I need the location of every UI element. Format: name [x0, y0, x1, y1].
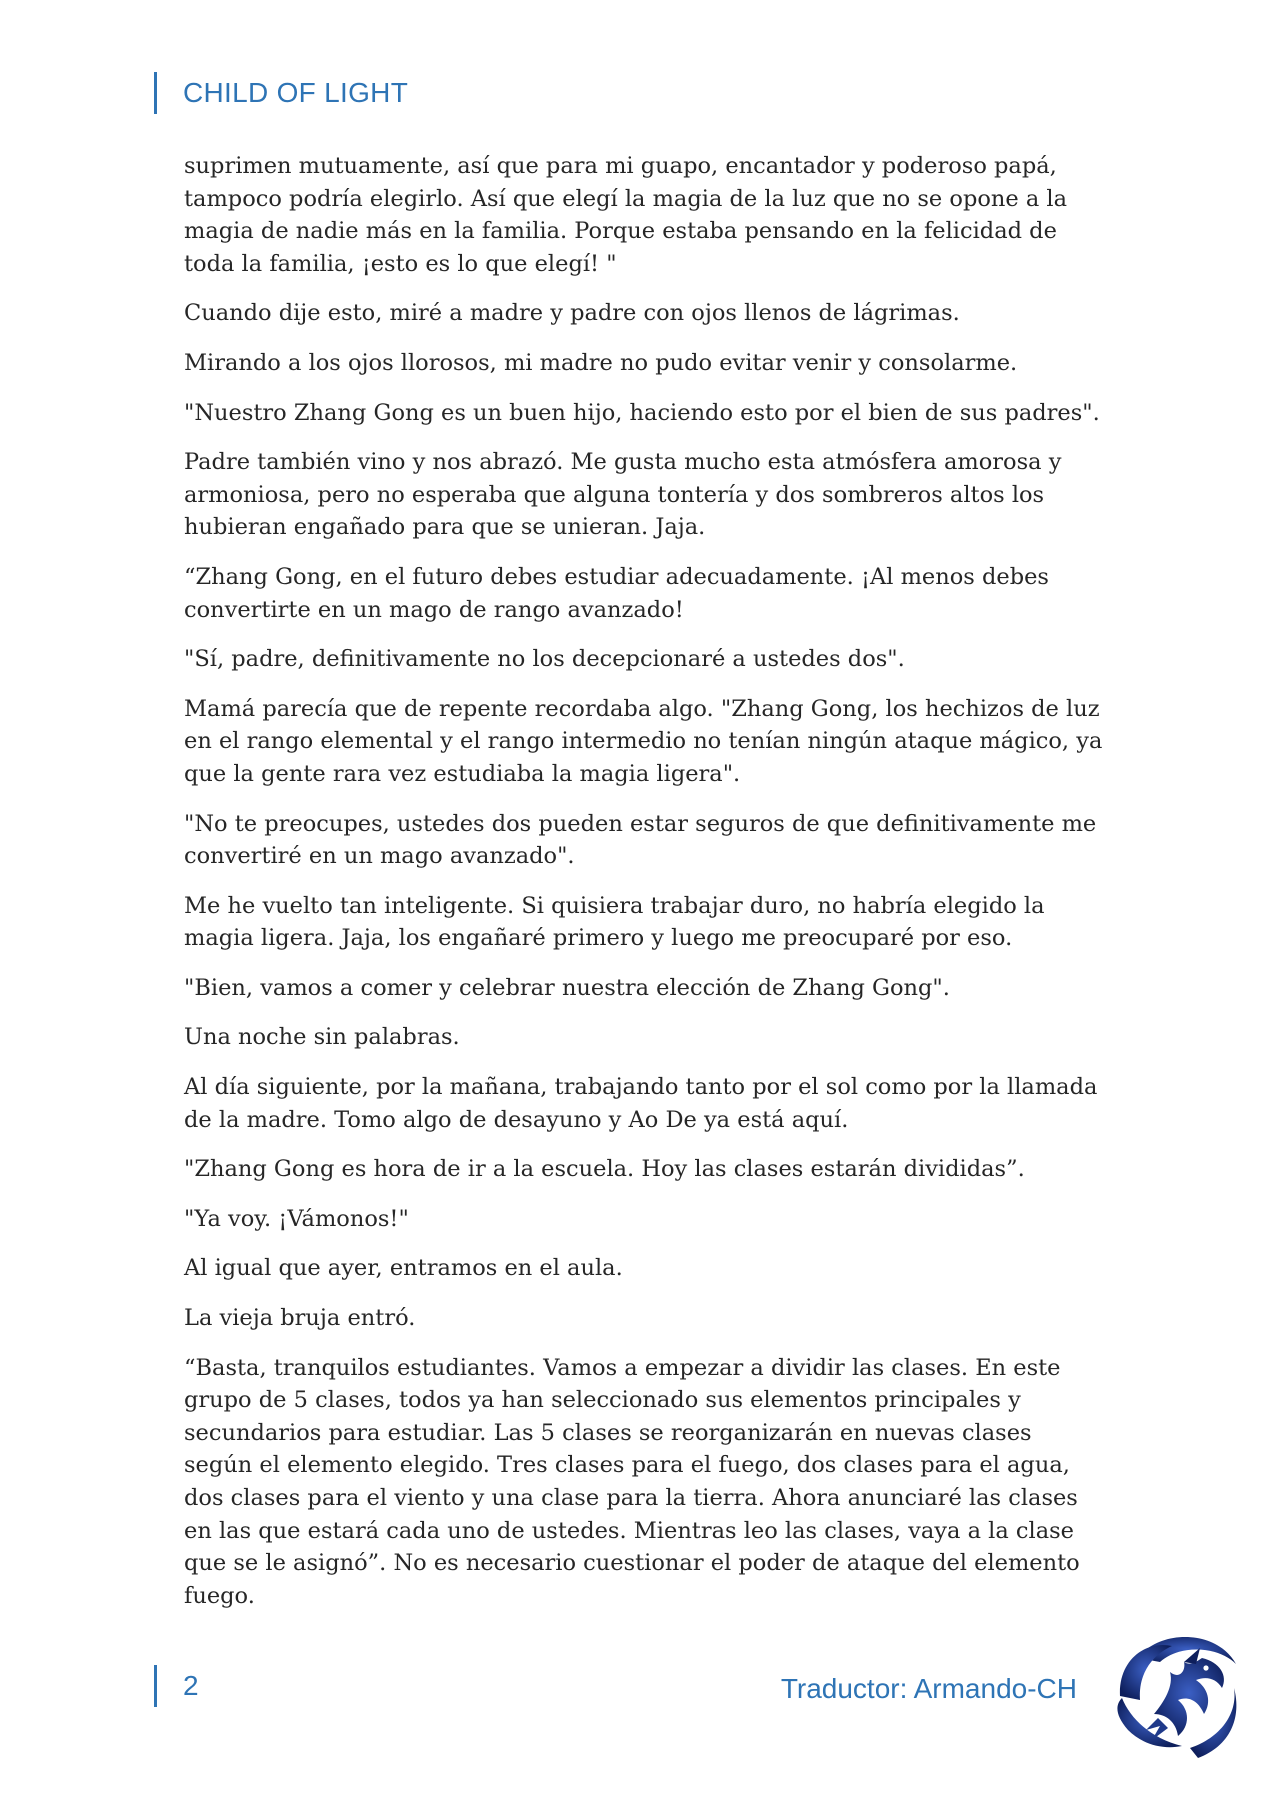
paragraph: La vieja bruja entró.	[184, 1305, 416, 1332]
paragraph: Al día siguiente, por la mañana, trabajando tanto por el sol como por la llamada de la madre. Tomo algo de desayuno y Ao De ya está aquí.	[184, 1074, 1098, 1133]
paragraph: Al igual que ayer, entramos en el aula.	[184, 1255, 623, 1282]
translator-credit: Traductor: Armando-CH	[780, 1673, 1077, 1704]
paragraph: Padre también vino y nos abrazó. Me gusta mucho esta atmósfera amorosa y armoniosa, pero no esperaba que alguna tontería y dos sombreros altos los hubieran engañado para que se unieran. Jaja.	[184, 449, 1062, 541]
page-header	[154, 72, 408, 114]
page-footer	[154, 1665, 199, 1707]
paragraph: “Zhang Gong, en el futuro debes estudiar adecuadamente. ¡Al menos debes convertirte en un mago de rango avanzado!	[184, 563, 1049, 623]
paragraph: "No te preocupes, ustedes dos pueden estar seguros de que definitivamente me convertiré en un mago avanzado".	[184, 810, 1097, 870]
paragraph: suprimen mutuamente, así que para mi guapo, encantador y poderoso papá, tampoco podría elegirlo. Así que elegí la magia de la luz que no se opone a la magia de nadie más en la familia. Porque estaba pensando en la felicidad de toda la familia, ¡esto es lo que elegí! "	[184, 153, 1068, 277]
header-title: CHILD OF LIGHT	[183, 77, 409, 108]
paragraph: Una noche sin palabras.	[184, 1024, 460, 1051]
dragon-emblem-icon	[1098, 1618, 1248, 1768]
paragraph: Cuando dije esto, miré a madre y padre con ojos llenos de lágrimas.	[184, 300, 960, 327]
body-text	[184, 150, 1104, 1629]
paragraph: "Nuestro Zhang Gong es un buen hijo, haciendo esto por el bien de sus padres".	[184, 399, 1100, 426]
paragraph: Mamá parecía que de repente recordaba algo. "Zhang Gong, los hechizos de luz en el rango elemental y el rango intermedio no tenían ningún ataque mágico, ya que la gente rara vez estudiaba la magia ligera".	[184, 695, 1103, 787]
paragraph: "Zhang Gong es hora de ir a la escuela. Hoy las clases estarán divididas”.	[184, 1156, 1025, 1183]
paragraph: "Sí, padre, definitivamente no los decepcionaré a ustedes dos".	[184, 646, 905, 673]
paragraph: Mirando a los ojos llorosos, mi madre no pudo evitar venir y consolarme.	[184, 349, 1018, 376]
paragraph: "Ya voy. ¡Vámonos!"	[184, 1205, 409, 1232]
paragraph: “Basta, tranquilos estudiantes. Vamos a empezar a dividir las clases. En este grupo de 5 clases, todos ya han seleccionado sus elementos principales y secundarios para estudiar. Las 5 clases se reorganizarán en nuevas clases según el elemento elegido. Tres clases para el fuego, dos clases para el agua, dos clases para el viento y una clase para la tierra. Ahora anunciaré las clases en las que estará cada uno de ustedes. Mientras leo las clases, vaya a la clase que se le asignó”. No es necesario cuestionar el poder de ataque del elemento fuego.	[184, 1354, 1080, 1609]
page-number: 2	[183, 1670, 199, 1701]
paragraph: "Bien, vamos a comer y celebrar nuestra elección de Zhang Gong".	[184, 974, 950, 1001]
paragraph: Me he vuelto tan inteligente. Si quisiera trabajar duro, no habría elegido la magia ligera. Jaja, los engañaré primero y luego me preocuparé por eso.	[184, 892, 1045, 952]
